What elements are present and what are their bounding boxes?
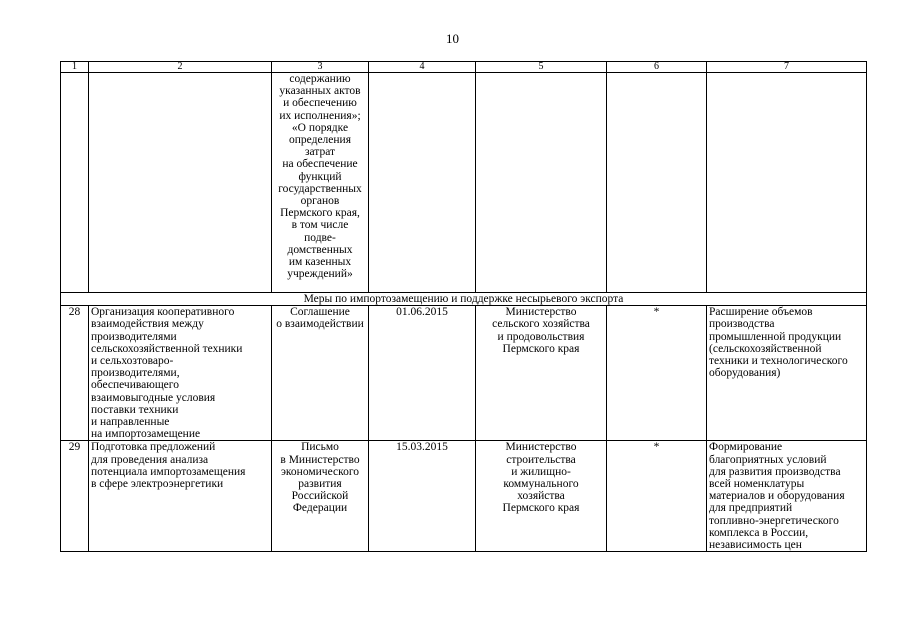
text-line: промышленной продукции xyxy=(709,330,842,343)
text-line: производителями xyxy=(91,330,177,343)
text-line: поставки техники xyxy=(91,403,179,416)
text-line: для развития производства xyxy=(709,465,841,478)
text-line: хозяйства xyxy=(517,490,565,503)
text-line: и направленные xyxy=(91,416,170,429)
form-cell xyxy=(272,306,369,441)
text-line: Соглашение xyxy=(290,306,350,319)
text-line: всей номенклатуры xyxy=(709,478,805,491)
text-line: Министерство xyxy=(505,306,577,319)
text-line: (сельскохозяйственной xyxy=(709,342,822,355)
text-line: для предприятий xyxy=(709,502,793,515)
text-line: затрат xyxy=(304,146,336,159)
text-line: для проведения анализа xyxy=(91,453,209,466)
row-number: 28 xyxy=(61,306,89,441)
measure-cell xyxy=(89,441,272,552)
text-line: Письмо xyxy=(301,441,339,454)
text-line: коммунального xyxy=(503,478,579,491)
text-line: Пермского края xyxy=(502,502,580,515)
text-line: им казенных xyxy=(288,256,352,269)
cell xyxy=(369,73,476,293)
text-line: «О порядке xyxy=(291,121,349,134)
text-line: независимость цен xyxy=(709,539,802,552)
responsible-cell xyxy=(476,441,607,552)
date-cell: 01.06.2015 xyxy=(369,306,476,441)
text-line: благоприятных условий xyxy=(709,453,827,466)
cell xyxy=(707,73,867,293)
col-header-5: 5 xyxy=(476,62,607,73)
col-header-4: 4 xyxy=(369,62,476,73)
text-line: Подготовка предложений xyxy=(91,441,216,454)
text-line: на обеспечение xyxy=(282,158,358,171)
text-line: взаимодействия между xyxy=(91,318,204,331)
text-line: и обеспечению xyxy=(283,97,357,110)
result-cell xyxy=(707,306,867,441)
text-line: комплекса в России, xyxy=(709,526,809,539)
text-line: органов xyxy=(300,195,340,208)
text-line: Российской xyxy=(291,490,349,503)
text-line: экономического xyxy=(280,465,360,478)
text-line: указанных актов xyxy=(279,85,361,98)
text-line: на импортозамещение xyxy=(91,428,201,441)
section-row xyxy=(61,293,867,306)
text-line: взаимовыгодные условия xyxy=(91,391,216,404)
text-line: Пермского края xyxy=(502,342,580,355)
col-header-2: 2 xyxy=(89,62,272,73)
cell xyxy=(476,73,607,293)
text-line: Федерации xyxy=(292,502,348,515)
col-header-7: 7 xyxy=(707,62,867,73)
col6-cell: * xyxy=(607,441,707,552)
col-header-3: 3 xyxy=(272,62,369,73)
text-line: строительства xyxy=(506,453,576,466)
text-line: обеспечивающего xyxy=(91,379,179,392)
text-line: производителями, xyxy=(91,367,180,380)
text-line: Министерство xyxy=(505,441,577,454)
text-line: подве- xyxy=(304,231,336,244)
text-line: содержанию xyxy=(289,73,351,85)
result-cell xyxy=(707,441,867,552)
form-cell xyxy=(272,441,369,552)
table-row xyxy=(61,441,867,552)
cell xyxy=(89,73,272,293)
page-number: 10 xyxy=(446,31,459,46)
cell xyxy=(607,73,707,293)
text-line: Расширение объемов xyxy=(709,306,813,319)
text-line: техники и технологического xyxy=(709,355,848,368)
col-header-6: 6 xyxy=(607,62,707,73)
text-line: Организация кооперативного xyxy=(91,306,235,319)
col6-cell: * xyxy=(607,306,707,441)
text-line: учреждений» xyxy=(287,268,353,281)
text-line: и жилищно- xyxy=(511,465,571,478)
continuation-row xyxy=(61,73,867,293)
table-row xyxy=(61,306,867,441)
text-line: материалов и оборудования xyxy=(709,490,845,503)
row-number: 29 xyxy=(61,441,89,552)
text-line: сельскохозяйственной техники xyxy=(91,342,243,355)
cell xyxy=(61,73,89,293)
measures-table xyxy=(60,61,867,552)
text-line: в том числе xyxy=(291,219,349,232)
text-line: их исполнения»; xyxy=(279,109,361,122)
text-line: государственных xyxy=(278,182,362,195)
text-line: Пермского края, xyxy=(280,207,360,220)
text-line: и сельхозтоваро- xyxy=(91,355,174,368)
text-line: потенциала импортозамещения xyxy=(91,465,246,478)
col-header-1: 1 xyxy=(61,62,89,73)
continuation-form-cell xyxy=(272,73,369,293)
header-row xyxy=(61,62,867,73)
text-line: сельского хозяйства xyxy=(492,318,590,331)
text-line: топливно-энергетического xyxy=(709,514,839,527)
text-line: о взаимодействии xyxy=(276,318,364,331)
text-line: развития xyxy=(298,478,342,491)
text-line: в Министерство xyxy=(280,453,360,466)
date-cell: 15.03.2015 xyxy=(369,441,476,552)
responsible-cell xyxy=(476,306,607,441)
text-line: Формирование xyxy=(709,441,783,454)
text-line: функций xyxy=(298,170,342,183)
text-line: в сфере электроэнергетики xyxy=(91,478,224,491)
section-title: Меры по импортозамещению и поддержке несырьевого экспорта xyxy=(61,293,867,306)
text-line: и продовольствия xyxy=(497,330,585,343)
text-line: определения xyxy=(288,134,351,147)
text-line: домственных xyxy=(287,243,353,256)
text-line: производства xyxy=(709,318,775,331)
measure-cell xyxy=(89,306,272,441)
text-line: оборудования) xyxy=(709,367,781,380)
